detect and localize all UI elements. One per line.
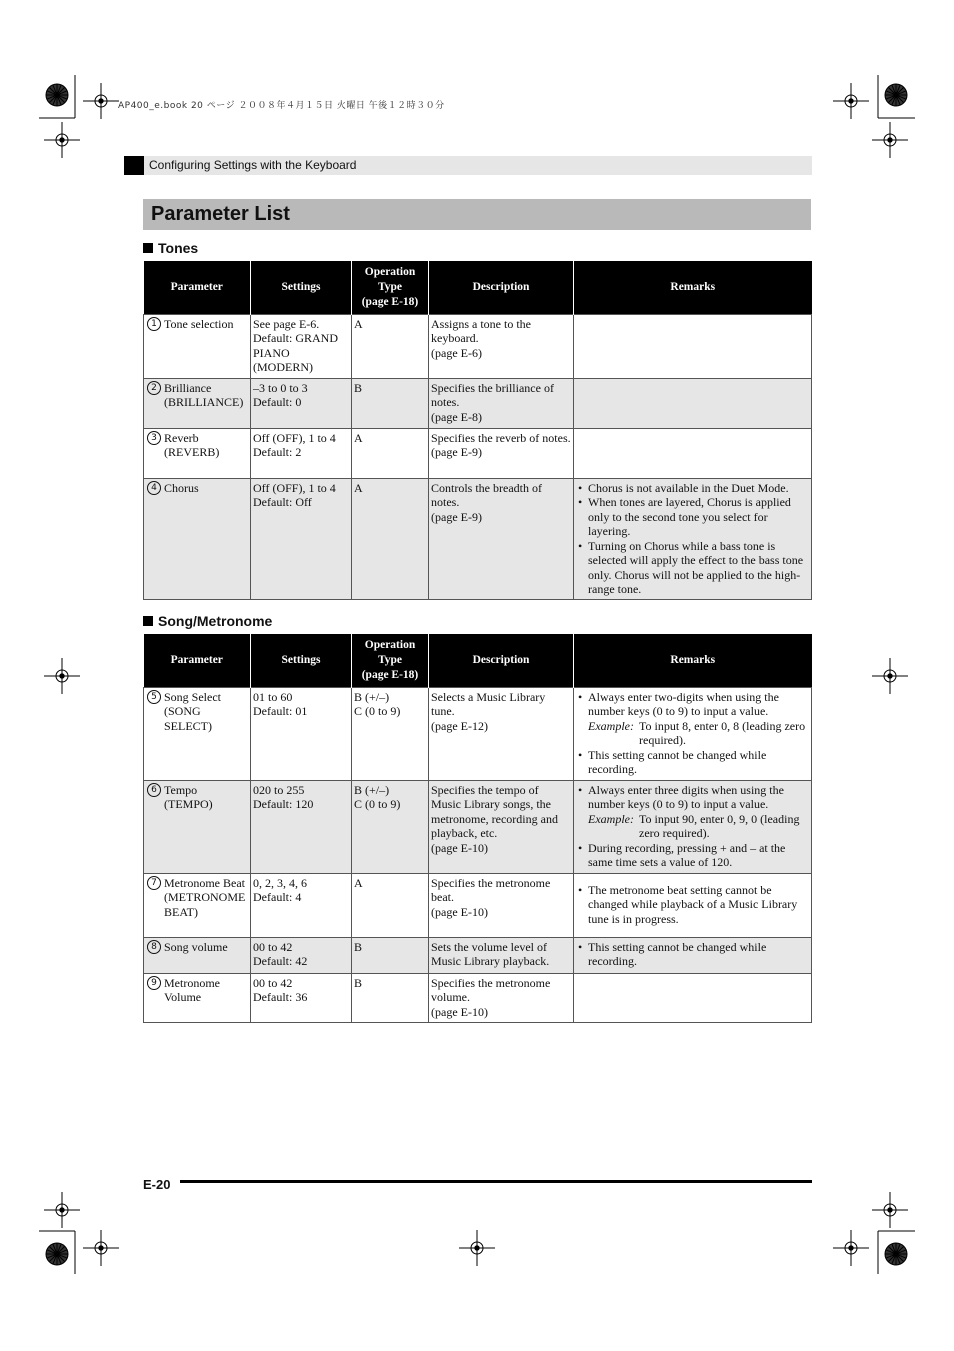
description-text: (page E-9) [431,445,482,459]
parameter-text: Tempo [164,782,198,797]
square-bullet-icon [143,616,153,626]
parameter-text: Tone selection [164,316,234,331]
cell-operation-type [352,937,429,973]
table-row [144,428,812,478]
parameter-text: Metronome Volume [164,975,220,1004]
cell-operation-type [352,314,429,378]
cell-description [429,478,574,599]
cell-remarks [574,428,812,478]
remark-item: • Always enter two-digits when using the number keys (0 to 9) to input a value. [576,690,809,719]
column-header-parameter: Parameter [144,634,251,687]
column-header-line: Type [377,653,403,666]
settings-text: Default: Off [253,495,312,509]
cell-remarks [574,378,812,428]
remark-item: • Turning on Chorus while a bass tone is selected will apply the effect to the bass tone only. Chorus will not be applied to the high-range tone. [576,539,809,597]
settings-text: Default: 120 [253,797,314,811]
cell-settings [251,937,352,973]
table-row [144,314,812,378]
section-heading-tones [143,239,198,257]
cell-parameter [144,478,251,599]
circled-number-icon: 4 [147,481,161,495]
example-text: To input 90, enter 0, 9, 0 (leading zero required). [639,811,800,840]
description-text: Specifies the brilliance of notes. [431,380,554,409]
cell-settings [251,873,352,937]
remark-item: • This setting cannot be changed while recording. [576,940,809,969]
example-line [588,812,809,841]
description-text: Assigns a tone to the keyboard. [431,316,531,345]
remark-item: • Always enter three digits when using the number keys (0 to 9) to input a value. [576,783,809,812]
table-row [144,478,812,599]
cell-description [429,937,574,973]
remarks-list [576,481,809,597]
page-number: E-20 [143,1177,171,1192]
column-header-line: (page E-18) [361,668,419,681]
settings-text: Default: 01 [253,704,308,718]
column-header-description: Description [429,261,574,314]
parameter-text: (METRONOME BEAT) [164,890,246,919]
circled-number-icon: 5 [147,690,161,704]
table-row [144,780,812,873]
cell-description [429,973,574,1022]
header-row [144,634,812,687]
cell-settings [251,378,352,428]
remark-item: • During recording, pressing + and – at the same time sets a value of 120. [576,841,809,870]
cell-remarks [574,478,812,599]
section-heading-song [143,612,272,630]
cell-parameter [144,378,251,428]
operation-text: B (+/–) [354,689,390,704]
parameter-text: Brilliance [164,380,212,395]
operation-text: B (+/–) [354,782,390,797]
column-header-line: Type [377,280,403,293]
description-text: Controls the breadth of notes. [431,480,542,509]
remarks-list [576,883,809,927]
printer-slug: AP400_e.book 20 ページ ２００８年４月１５日 火曜日 午後１２時３０分 [118,101,445,111]
circled-number-icon: 8 [147,940,161,954]
cell-operation-type [352,478,429,599]
parameter-text: Song volume [164,939,228,954]
remarks-list [576,783,809,870]
settings-text: See page E-6. [253,316,320,331]
header-row [144,261,812,314]
cell-parameter [144,314,251,378]
settings-text: Default: 0 [253,395,302,409]
description-text: Selects a Music Library tune. [431,689,546,718]
column-header-line: Operation [364,265,416,278]
running-header: Configuring Settings with the Keyboard [149,158,357,172]
operation-text: A [354,316,363,331]
cell-parameter [144,973,251,1022]
example-label: Example: [588,811,634,826]
table-row [144,378,812,428]
column-header-remarks: Remarks [574,634,812,687]
column-header-operation-type [352,634,429,687]
settings-text: 0, 2, 3, 4, 6 [253,875,307,890]
remark-item: • The metronome beat setting cannot be changed while playback of a Music Library tune is in progress. [576,883,809,927]
cell-operation-type [352,378,429,428]
description-text: (page E-8) [431,409,482,424]
remark-example [576,719,809,748]
cell-parameter [144,687,251,780]
section-heading-text: Song/Metronome [158,613,273,629]
circled-number-icon: 7 [147,876,161,890]
cell-description [429,314,574,378]
circled-number-icon: 9 [147,976,161,990]
operation-text: C (0 to 9) [354,704,401,718]
example-line [588,719,809,748]
settings-text: –3 to 0 to 3 [253,380,308,395]
operation-text: B [354,939,363,954]
tones-table [143,261,812,600]
remark-example [576,812,809,841]
footer-rule [180,1180,812,1183]
operation-text: B [354,975,363,990]
cell-remarks [574,873,812,937]
operation-text: C (0 to 9) [354,797,401,811]
remark-item: • Chorus is not available in the Duet Mode. [576,481,809,496]
settings-text: Default: 4 [253,890,302,904]
parameter-text: Song Select [164,689,221,704]
cell-settings [251,478,352,599]
settings-text: 01 to 60 [253,689,293,704]
column-header-settings: Settings [251,261,352,314]
description-text: (page E-6) [431,345,482,360]
cell-operation-type [352,780,429,873]
description-text: Sets the volume level of Music Library playback. [431,939,550,968]
cell-settings [251,780,352,873]
settings-text: Default: GRAND PIANO (MODERN) [253,331,338,374]
section-heading-text: Tones [158,240,199,256]
square-bullet-icon [143,243,153,253]
example-label: Example: [588,718,634,733]
parameter-text: Metronome Beat [164,875,245,890]
column-header-operation-type [352,261,429,314]
table-row [144,937,812,973]
description-text: (page E-10) [431,904,488,919]
column-header-settings: Settings [251,634,352,687]
cell-operation-type [352,428,429,478]
cell-description [429,780,574,873]
remark-item: • This setting cannot be changed while recording. [576,748,809,777]
settings-text: Off (OFF), 1 to 4 [253,430,336,445]
cell-operation-type [352,873,429,937]
description-text: Specifies the metronome volume. [431,975,551,1004]
song-metronome-table [143,634,812,1023]
cell-settings [251,973,352,1022]
column-header-remarks: Remarks [574,261,812,314]
cell-settings [251,428,352,478]
remark-item: • When tones are layered, Chorus is applied only to the second tone you select for layering. [576,495,809,539]
running-header-marker [124,156,144,175]
remarks-list [576,690,809,777]
cell-settings [251,687,352,780]
table-row [144,973,812,1022]
table-row [144,687,812,780]
column-header-line: Operation [364,638,416,651]
cell-operation-type [352,687,429,780]
description-text: Specifies the metronome beat. [431,875,551,904]
example-text: To input 8, enter 0, 8 (leading zero required). [639,718,806,747]
settings-text: 00 to 42 [253,975,293,990]
description-text: (page E-10) [431,840,488,855]
cell-parameter [144,873,251,937]
page-title: Parameter List [151,203,290,225]
settings-text: Default: 36 [253,990,308,1004]
settings-text: Default: 42 [253,954,308,968]
operation-text: A [354,430,363,445]
cell-parameter [144,937,251,973]
operation-text: A [354,480,363,495]
column-header-line: (page E-18) [361,295,419,308]
circled-number-icon: 2 [147,381,161,395]
settings-text: 00 to 42 [253,939,293,954]
cell-remarks [574,314,812,378]
circled-number-icon: 1 [147,317,161,331]
operation-text: B [354,380,363,395]
cell-description [429,378,574,428]
cell-operation-type [352,973,429,1022]
parameter-text: (REVERB) [164,445,220,459]
remarks-list [576,940,809,969]
parameter-text: Reverb [164,430,199,445]
parameter-text: (BRILLIANCE) [164,395,244,409]
cell-remarks [574,780,812,873]
parameter-text: Chorus [164,480,199,495]
cell-settings [251,314,352,378]
cell-remarks [574,687,812,780]
cell-parameter [144,428,251,478]
parameter-text: (SONG SELECT) [164,704,212,733]
settings-text: Default: 2 [253,445,302,459]
column-header-parameter: Parameter [144,261,251,314]
cell-description [429,873,574,937]
cell-description [429,428,574,478]
cell-remarks [574,973,812,1022]
description-text: (page E-10) [431,1004,488,1019]
table-row [144,873,812,937]
cell-remarks [574,937,812,973]
circled-number-icon: 6 [147,783,161,797]
settings-text: 020 to 255 [253,782,305,797]
operation-text: A [354,875,363,890]
description-text: (page E-12) [431,718,488,733]
description-text: Specifies the tempo of Music Library songs, the metronome, recording and playback, etc. [431,782,558,840]
cell-description [429,687,574,780]
cell-parameter [144,780,251,873]
parameter-text: (TEMPO) [164,797,213,811]
circled-number-icon: 3 [147,431,161,445]
description-text: Specifies the reverb of notes. [431,430,571,445]
settings-text: Off (OFF), 1 to 4 [253,480,336,495]
description-text: (page E-9) [431,509,482,524]
column-header-description: Description [429,634,574,687]
